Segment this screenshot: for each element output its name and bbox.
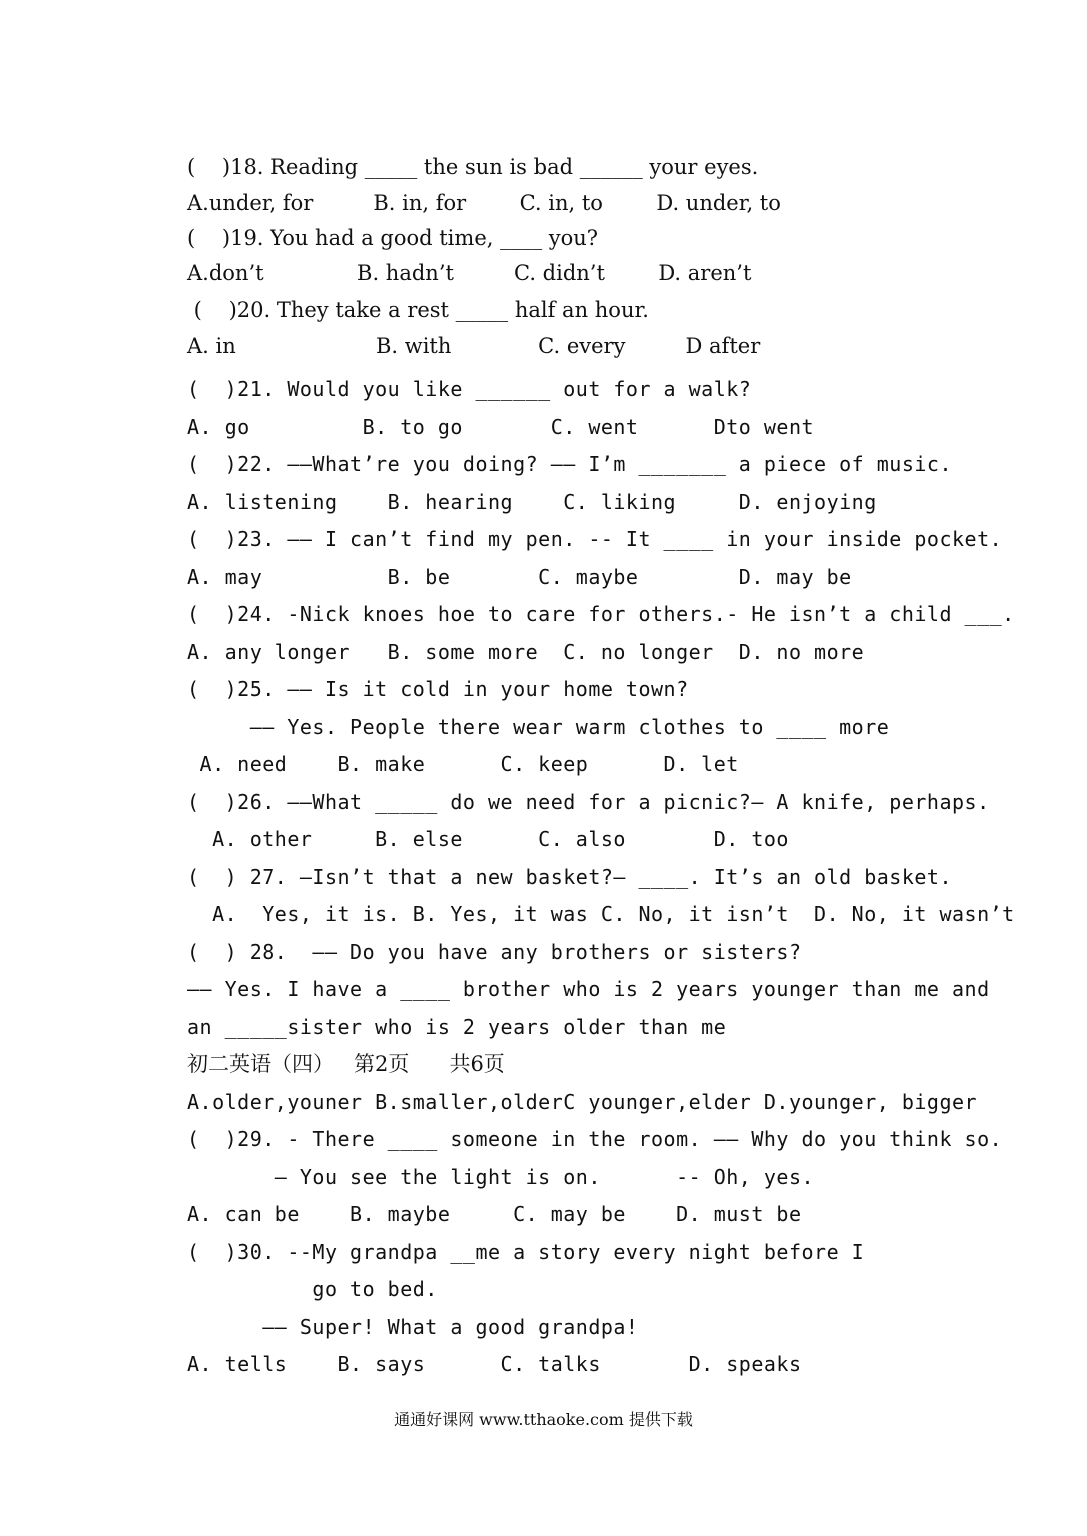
question-27: ( ) 27. —Isn’t that a new basket?— ____. It’s an old basket. bbox=[187, 865, 953, 889]
question-19: ( )19. You had a good time, ____ you? bbox=[187, 226, 599, 250]
page-indicator: 初二英语（四） 第2页 共6页 bbox=[187, 1052, 505, 1076]
question-21: ( )21. Would you like ______ out for a walk? bbox=[187, 377, 752, 401]
options-30: A. tells B. says C. talks D. speaks bbox=[187, 1352, 802, 1376]
options-29: A. can be B. maybe C. may be D. must be bbox=[187, 1202, 802, 1226]
question-28: ( ) 28. —— Do you have any brothers or sisters? bbox=[187, 940, 802, 964]
options-26: A. other B. else C. also D. too bbox=[187, 827, 789, 851]
question-28-answer-cont: an _____sister who is 2 years older than me bbox=[187, 1015, 727, 1039]
options-18: A.under, for B. in, for C. in, to D. under, to bbox=[187, 191, 781, 215]
options-20: A. in B. with C. every D after bbox=[187, 334, 761, 358]
options-23: A. may B. be C. maybe D. may be bbox=[187, 565, 852, 589]
question-18: ( )18. Reading _____ the sun is bad ______ your eyes. bbox=[187, 155, 759, 179]
footer-source: 通通好课网 www.tthaoke.com 提供下载 bbox=[394, 1410, 693, 1429]
question-25: ( )25. —— Is it cold in your home town? bbox=[187, 677, 689, 701]
question-20: ( )20. They take a rest _____ half an hour. bbox=[187, 298, 649, 322]
options-22: A. listening B. hearing C. liking D. enjoying bbox=[187, 490, 877, 514]
question-29: ( )29. - There ____ someone in the room. —— Why do you think so. bbox=[187, 1127, 1003, 1151]
options-24: A. any longer B. some more C. no longer D. no more bbox=[187, 640, 865, 664]
question-26: ( )26. ——What _____ do we need for a picnic?— A knife, perhaps. bbox=[187, 790, 990, 814]
options-25: A. need B. make C. keep D. let bbox=[187, 752, 739, 776]
options-28: A.older,youner B.smaller,olderC younger,elder D.younger, bigger bbox=[187, 1090, 978, 1114]
question-30: ( )30. --My grandpa __me a story every night before I bbox=[187, 1240, 865, 1264]
options-19: A.don’t B. hadn’t C. didn’t D. aren’t bbox=[187, 261, 752, 285]
question-25-answer: —— Yes. People there wear warm clothes to ____ more bbox=[187, 715, 890, 739]
options-21: A. go B. to go C. went Dto went bbox=[187, 415, 815, 439]
question-24: ( )24. -Nick knoes hoe to care for others.- He isn’t a child ___. bbox=[187, 602, 1015, 626]
question-30-cont: go to bed. bbox=[187, 1277, 438, 1301]
question-30-reply: —— Super! What a good grandpa! bbox=[187, 1315, 639, 1339]
options-27: A. Yes, it is. B. Yes, it was C. No, it isn’t D. No, it wasn’t bbox=[187, 902, 1015, 926]
question-29-dialog: — You see the light is on. -- Oh, yes. bbox=[187, 1165, 815, 1189]
question-28-answer: —— Yes. I have a ____ brother who is 2 years younger than me and bbox=[187, 977, 990, 1001]
question-23: ( )23. —— I can’t find my pen. -- It ____ in your inside pocket. bbox=[187, 527, 1003, 551]
question-22: ( )22. ——What’re you doing? —— I’m _______ a piece of music. bbox=[187, 452, 953, 476]
